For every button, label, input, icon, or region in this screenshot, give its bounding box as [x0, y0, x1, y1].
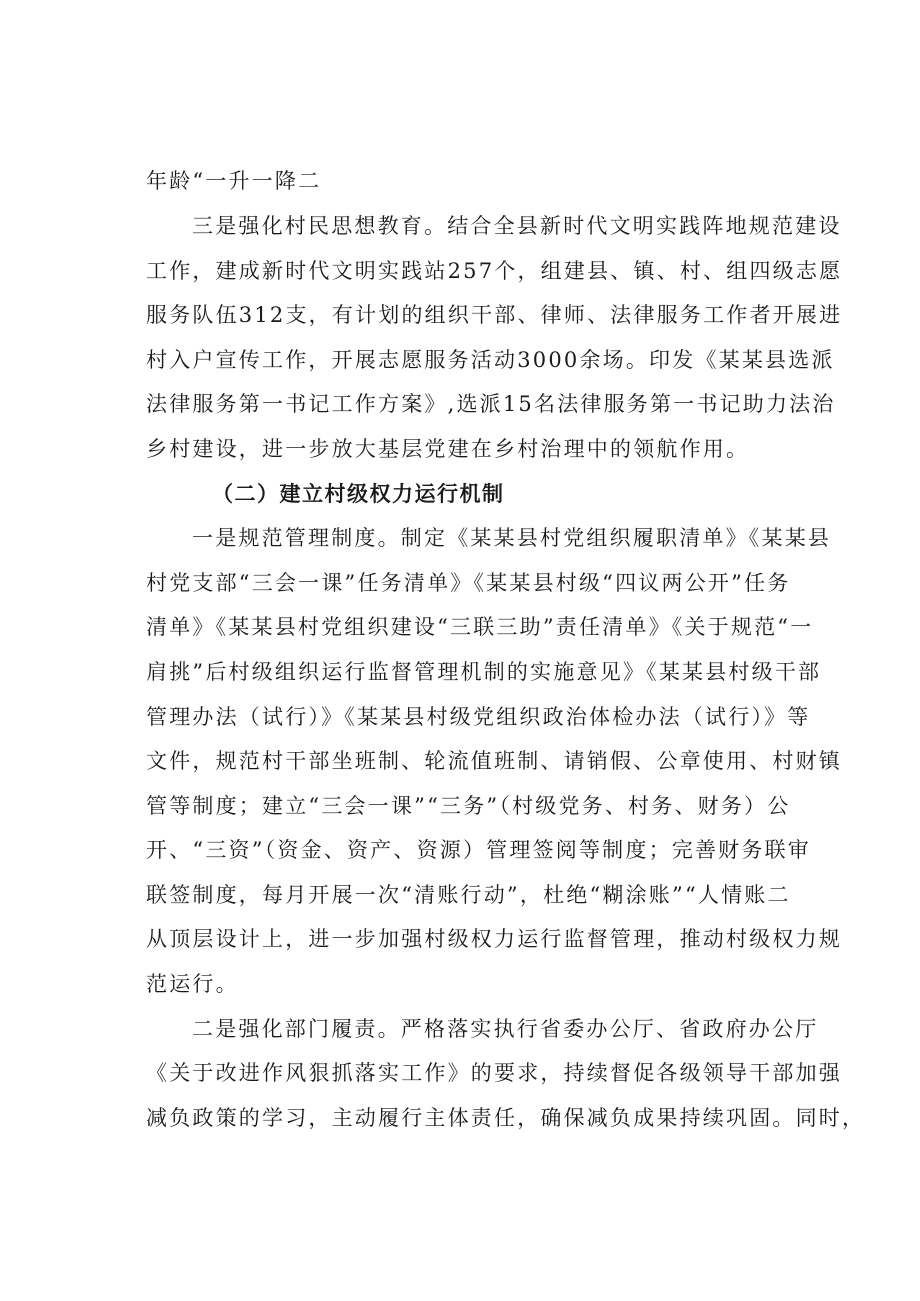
text-line: 管理办法（试行）》《某某县村级党组织政治体检办法（试行）》等: [146, 705, 811, 729]
text-line: 文件，规范村干部坐班制、轮流值班制、请销假、公章使用、村财镇: [146, 749, 842, 773]
text-line: 清单》《某某县村党组织建设“三联三助”责任清单》《关于规范“一: [146, 615, 814, 639]
text-line: 村党支部“三会一课”任务清单》《某某县村级“四议两公开”任务: [146, 571, 791, 595]
text-line: 减负政策的学习，主动履行主体责任，确保减负成果持续巩固。同时，: [146, 1106, 866, 1130]
text-line: 管等制度；建立“三会一课”“三务”（村级党务、村务、财务）公: [146, 794, 791, 818]
text-line: 肩挑”后村级组织运行监督管理机制的实施意见》《某某县村级干部: [146, 660, 822, 684]
text-line: 《关于改进作风狠抓落实工作》的要求，持续督促各级领导干部加强: [146, 1061, 842, 1085]
text-line: 工作，建成新时代文明实践站257个，组建县、镇、村、组四级志愿: [146, 259, 843, 283]
paragraph-first-line: 三是强化村民思想教育。结合全县新时代文明实践阵地规范建设: [192, 214, 842, 238]
text-line: 从顶层设计上，进一步加强村级权力运行监督管理，推动村级权力规: [146, 927, 842, 951]
text-line: 村入户宣传工作，开展志愿服务活动3000余场。印发《某某县选派: [146, 348, 835, 372]
text-line: 年龄“一升一降二: [146, 169, 322, 193]
text-line: 开、“三资”（资金、资产、资源）管理签阅等制度；完善财务联审: [146, 838, 811, 862]
text-line: 服务队伍312支，有计划的组织干部、律师、法律服务工作者开展进: [146, 303, 843, 327]
paragraph-first-line: 一是规范管理制度。制定《某某县村党组织履职清单》《某某县: [192, 526, 832, 550]
text-line: 乡村建设，进一步放大基层党建在乡村治理中的领航作用。: [146, 437, 750, 461]
text-line: 范运行。: [146, 972, 239, 996]
text-line: 联签制度，每月开展一次“清账行动”，杜绝“糊涂账”“人情账二: [146, 883, 791, 907]
paragraph-first-line: 二是强化部门履责。严格落实执行省委办公厅、省政府办公厅: [192, 1017, 819, 1041]
text-line: 法律服务第一书记工作方案》,选派15名法律服务第一书记助力法治: [146, 392, 836, 416]
section-heading: （二）建立村级权力运行机制: [212, 482, 505, 506]
